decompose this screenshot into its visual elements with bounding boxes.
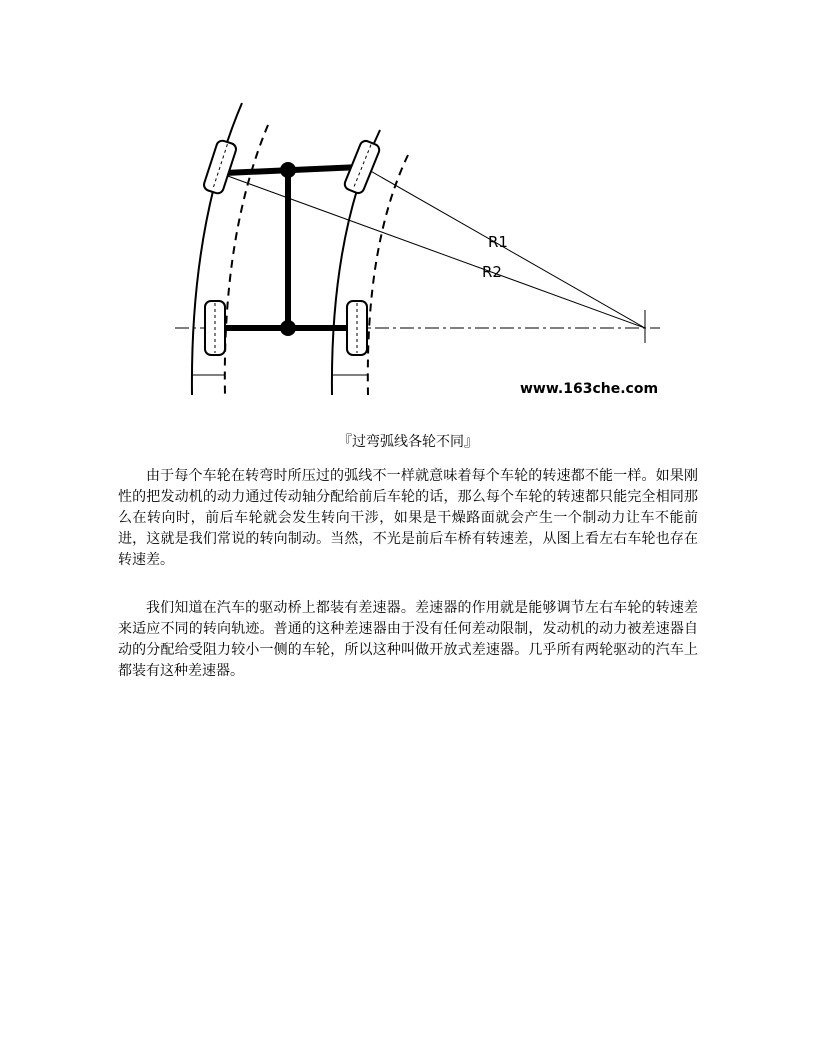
website-watermark: www.163che.com	[520, 381, 659, 397]
r1-label: R1	[488, 233, 508, 251]
rear-right-wheel	[347, 301, 367, 355]
right-inner-arc	[368, 155, 408, 395]
turning-diagram-svg	[170, 95, 670, 405]
front-left-wheel	[202, 139, 237, 195]
r2-label: R2	[482, 263, 502, 281]
rear-differential	[280, 320, 296, 336]
figure-caption: 『过弯弧线各轮不同』	[338, 434, 478, 450]
front-joint	[280, 162, 296, 178]
turning-diagram	[170, 95, 670, 405]
rear-left-wheel	[205, 301, 225, 355]
paragraph-1: 由于每个车轮在转弯时所压过的弧线不一样就意味着每个车轮的转速都不能一样。如果刚性的把发动机的动力通过传动轴分配给前后车轮的话，那么每个车轮的转速都只能完全相同那么在转向时，前后车轮就会发生转向干涉，如果是干燥路面就会产生一个制动力让车不能前进，这就是我们常说的转向制动。当然，不光是前后车桥有转速差，从图上看左右车轮也存在转速差。	[118, 468, 698, 568]
paragraph-2: 我们知道在汽车的驱动桥上都装有差速器。差速器的作用就是能够调节左右车轮的转速差来适应不同的转向轨迹。普通的这种差速器由于没有任何差动限制，发动机的动力被差速器自动的分配给受阻力较小一侧的车轮，所以这种叫做开放式差速器。几乎所有两轮驱动的汽车上都装有这种差速器。	[118, 600, 698, 679]
